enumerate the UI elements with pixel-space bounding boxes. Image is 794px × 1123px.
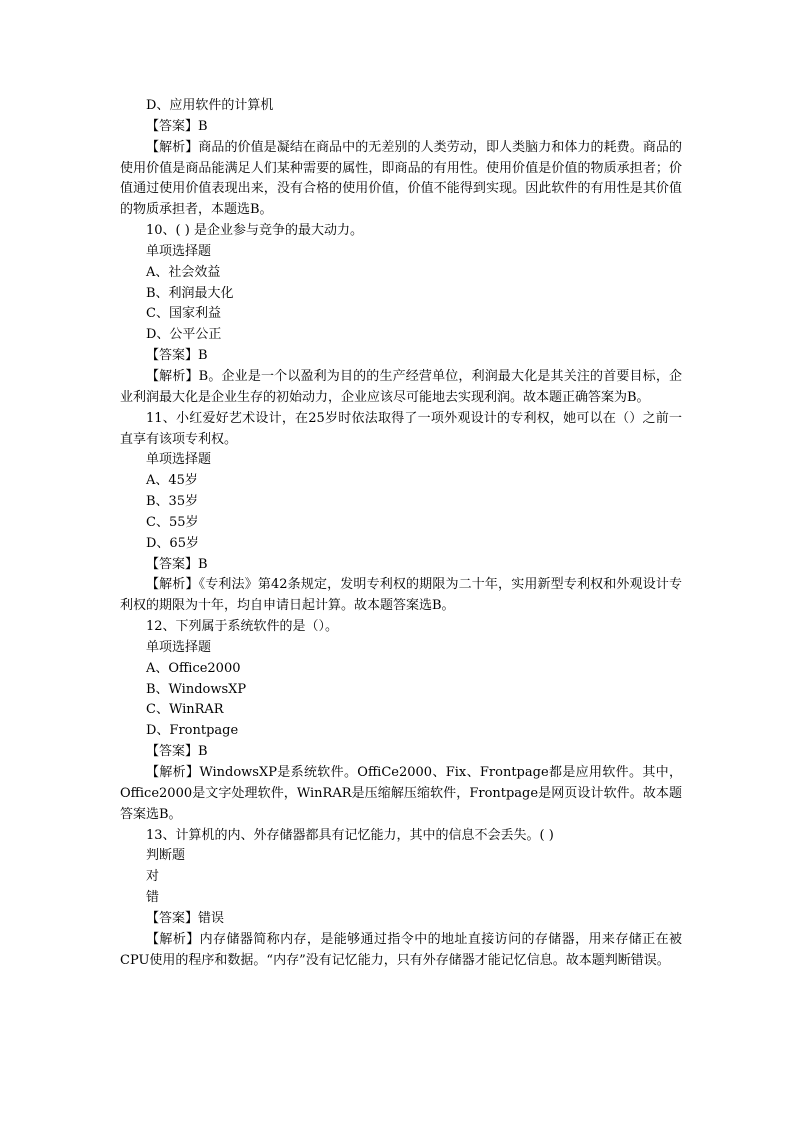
question-type: 判断题: [146, 848, 186, 864]
option-a: A、45岁: [146, 473, 198, 489]
answer: 【答案】B: [146, 118, 208, 134]
explanation: 【解析】WindowsXP是系统软件。OffiCe2000、Fix、Frontpage都是应用软件。其中，Office2000是文字处理软件，WinRAR是压缩解压缩软件，Frontpage是网页设计软件。故本题答案选B。: [120, 765, 682, 822]
option-c: C、55岁: [146, 514, 199, 530]
answer: 【答案】B: [146, 556, 208, 572]
question-type: 单项选择题: [146, 243, 212, 259]
document-page: [120, 96, 682, 971]
option-b: B、利润最大化: [146, 285, 234, 301]
option-true: 对: [146, 869, 160, 885]
option-b: B、35岁: [146, 494, 199, 510]
option-d: D、公平公正: [146, 327, 222, 343]
explanation: 【解析】商品的价值是凝结在商品中的无差别的人类劳动，即人类脑力和体力的耗费。商品的使用价值是商品能满足人们某种需要的属性，即商品的有用性。使用价值是价值的物质承担者；价值通过使用价值表现出来，没有合格的使用价值，价值不能得到实现。因此软件的有用性是其价值的物质承担者，本题选B。: [120, 139, 682, 218]
question-13: 13、计算机的内、外存储器都具有记忆能力，其中的信息不会丢失。( ): [146, 827, 554, 843]
option-false: 错: [146, 890, 160, 906]
option-b: B、WindowsXP: [146, 681, 247, 697]
question-10: 10、( ) 是企业参与竞争的最大动力。: [146, 223, 363, 239]
question-12: 12、下列属于系统软件的是（）。: [146, 619, 339, 635]
answer: 【答案】错误: [146, 910, 225, 926]
question-type: 单项选择题: [146, 452, 212, 468]
option-a: A、社会效益: [146, 264, 221, 280]
explanation: 【解析】B。企业是一个以盈利为目的的生产经营单位，利润最大化是其关注的首要目标，企业利润最大化是企业生存的初始动力，企业应该尽可能地去实现利润。故本题正确答案为B。: [120, 368, 682, 405]
option-c: C、国家利益: [146, 306, 221, 322]
option-c: C、WinRAR: [146, 702, 224, 718]
option-a: A、Office2000: [146, 660, 241, 676]
option-d: D、应用软件的计算机: [146, 98, 274, 113]
answer: 【答案】B: [146, 744, 208, 760]
question-type: 单项选择题: [146, 639, 212, 655]
explanation: 【解析】《专利法》第42条规定，发明专利权的期限为二十年，实用新型专利权和外观设计专利权的期限为十年，均自申请日起计算。故本题答案选B。: [120, 577, 682, 614]
answer: 【答案】B: [146, 348, 208, 364]
option-d: D、65岁: [146, 535, 199, 551]
option-d: D、Frontpage: [146, 723, 239, 739]
explanation: 【解析】内存储器简称内存，是能够通过指令中的地址直接访问的存储器，用来存储正在被CPU使用的程序和数据。“内存”没有记忆能力，只有外存储器才能记忆信息。故本题判断错误。: [120, 931, 682, 968]
question-11: 11、小红爱好艺术设计，在25岁时依法取得了一项外观设计的专利权，她可以在（）之前一直享有该项专利权。: [120, 410, 682, 447]
